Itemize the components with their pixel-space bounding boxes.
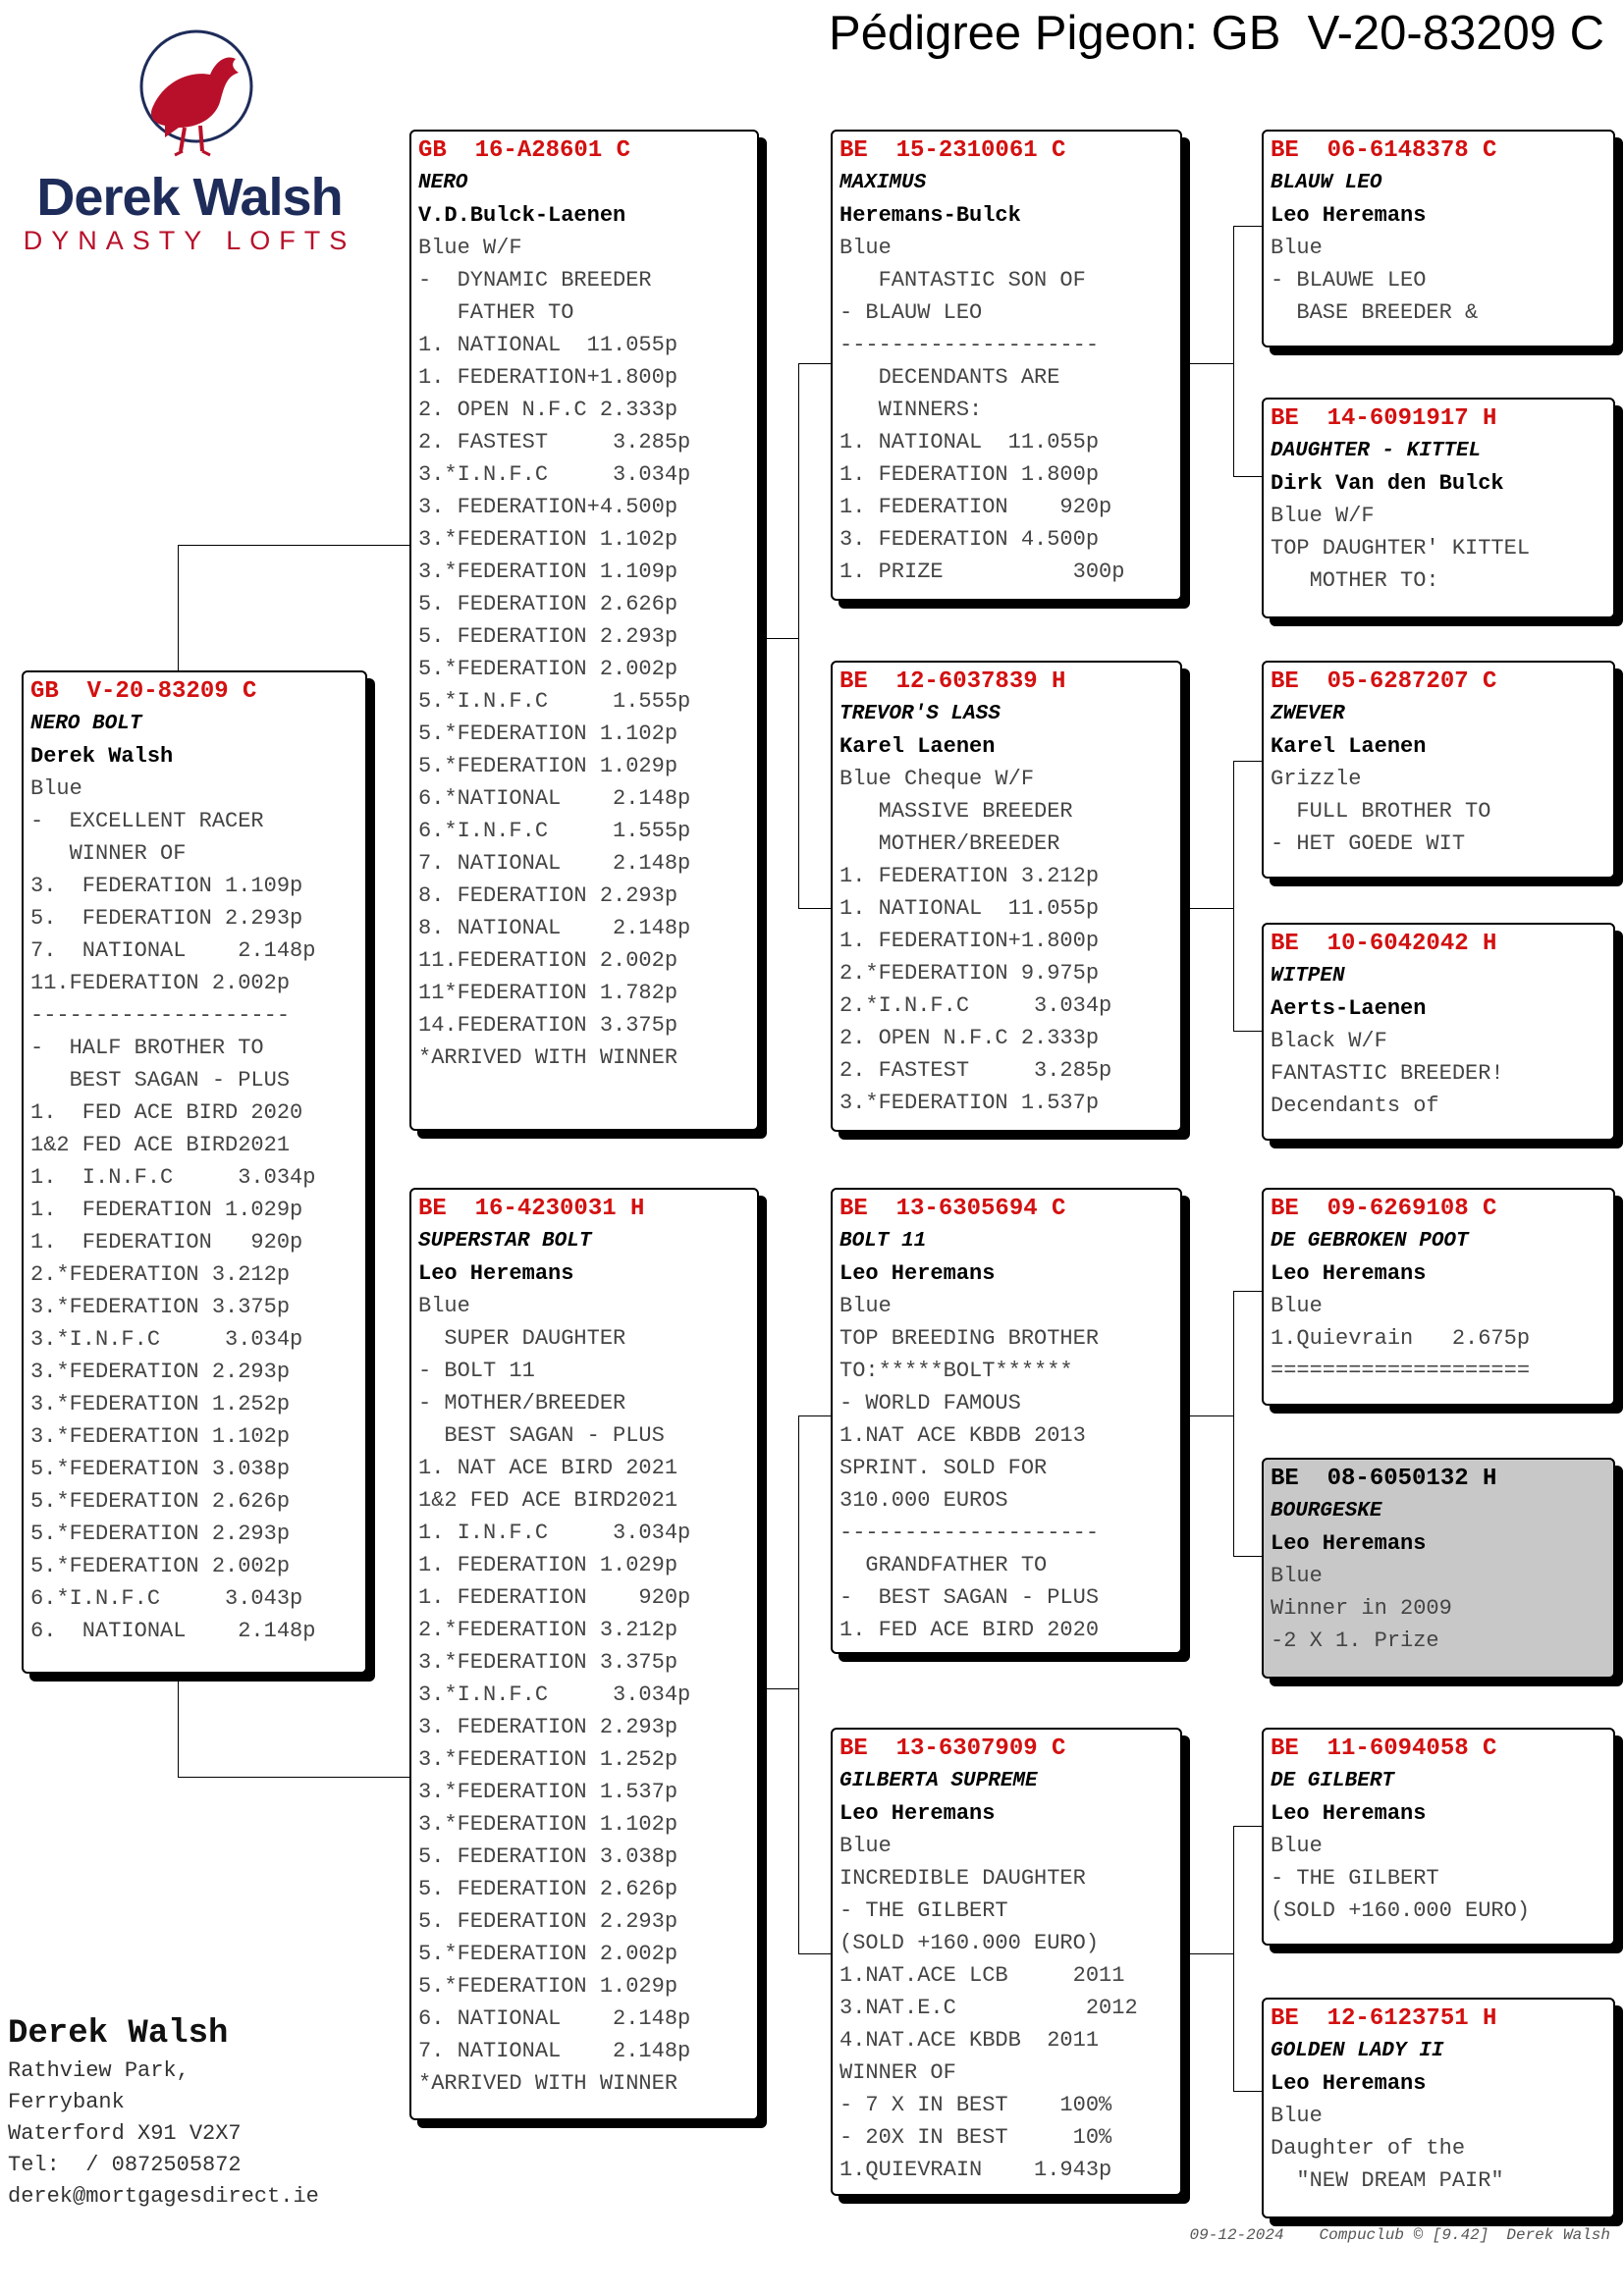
- info-line: Blue: [1271, 1564, 1323, 1588]
- info-line: Blue: [418, 1294, 470, 1318]
- info-line: Winner in 2009: [1271, 1596, 1452, 1621]
- contact-name: Derek Walsh: [8, 2015, 229, 2053]
- info-line: 2. FASTEST 3.285p: [418, 430, 691, 454]
- ring-number: GB 16-A28601 C: [418, 137, 631, 164]
- ring-number: BE 08-6050132 H: [1271, 1466, 1497, 1492]
- info-line: 5. FEDERATION 2.293p: [30, 906, 303, 931]
- info-line: 2.*FEDERATION 3.212p: [30, 1262, 291, 1287]
- info-line: 5. FEDERATION 2.626p: [418, 592, 678, 616]
- info-line: - BEST SAGAN - PLUS: [839, 1585, 1100, 1610]
- info-line: 2. OPEN N.F.C 2.333p: [839, 1026, 1100, 1050]
- pigeon-card-sire[interactable]: [409, 130, 759, 1131]
- info-line: FANTASTIC SON OF: [839, 268, 1086, 293]
- info-line: 3.*I.N.F.C 3.034p: [30, 1327, 303, 1352]
- info-line: ====================: [1271, 1359, 1531, 1383]
- info-line: -2 X 1. Prize: [1271, 1629, 1439, 1653]
- info-line: 1. FEDERATION 1.029p: [418, 1553, 678, 1577]
- contact-line: Waterford X91 V2X7: [8, 2121, 242, 2146]
- info-line: 5.*FEDERATION 1.102p: [418, 721, 678, 746]
- info-line: 4.NAT.ACE KBDB 2011: [839, 2028, 1100, 2053]
- info-line: - WORLD FAMOUS: [839, 1391, 1021, 1415]
- info-line: - MOTHER/BREEDER: [418, 1391, 626, 1415]
- info-line: 1. NATIONAL 11.055p: [418, 333, 678, 357]
- info-line: 2.*FEDERATION 9.975p: [839, 961, 1100, 986]
- info-line: 1. FEDERATION+1.800p: [839, 929, 1100, 953]
- info-line: 3.NAT.E.C 2012: [839, 1996, 1138, 2020]
- info-line: Black W/F: [1271, 1029, 1387, 1053]
- info-line: 5. FEDERATION 3.038p: [418, 1844, 678, 1869]
- info-line: 5. FEDERATION 2.293p: [418, 1909, 678, 1934]
- info-line: MOTHER TO:: [1271, 568, 1439, 593]
- pigeon-name: BOLT 11: [839, 1230, 927, 1253]
- info-line: 8. NATIONAL 2.148p: [418, 916, 691, 940]
- info-line: 3. FEDERATION 1.109p: [30, 874, 303, 898]
- breeder-name: Heremans-Bulck: [839, 203, 1021, 228]
- ring-number: BE 09-6269108 C: [1271, 1196, 1497, 1222]
- ring-number: BE 16-4230031 H: [418, 1196, 645, 1222]
- connector: [1233, 1031, 1262, 1032]
- pigeon-name: NERO BOLT: [30, 713, 142, 735]
- breeder-name: Leo Heremans: [1271, 1531, 1427, 1556]
- info-line: 1. FED ACE BIRD 2020: [30, 1100, 303, 1125]
- logo-subtitle: DYNASTY LOFTS: [23, 226, 356, 255]
- info-line: 2. FASTEST 3.285p: [839, 1058, 1112, 1083]
- info-line: Blue Cheque W/F: [839, 767, 1035, 791]
- connector: [1233, 761, 1262, 762]
- info-line: 6.*NATIONAL 2.148p: [418, 786, 691, 811]
- pigeon-card-subject[interactable]: [22, 670, 367, 1674]
- ring-number: BE 13-6307909 C: [839, 1735, 1066, 1762]
- info-line: - 20X IN BEST 10%: [839, 2125, 1112, 2150]
- logo: [18, 29, 361, 265]
- info-line: --------------------: [839, 333, 1100, 357]
- breeder-name: Leo Heremans: [1271, 1801, 1427, 1826]
- ring-number: BE 13-6305694 C: [839, 1196, 1066, 1222]
- info-line: 3.*FEDERATION 1.109p: [418, 560, 678, 584]
- info-line: GRANDFATHER TO: [839, 1553, 1048, 1577]
- info-line: 5.*FEDERATION 2.002p: [418, 657, 678, 681]
- ring-number: BE 12-6037839 H: [839, 668, 1066, 695]
- info-line: 3.*FEDERATION 1.252p: [418, 1747, 678, 1772]
- info-line: SUPER DAUGHTER: [418, 1326, 626, 1351]
- info-line: 1. FED ACE BIRD 2020: [839, 1618, 1100, 1642]
- info-line: 1. FEDERATION 3.212p: [839, 864, 1100, 888]
- info-line: MASSIVE BREEDER: [839, 799, 1073, 824]
- info-line: - 7 X IN BEST 100%: [839, 2093, 1112, 2117]
- info-line: Blue: [1271, 236, 1323, 260]
- ring-number: BE 05-6287207 C: [1271, 668, 1497, 695]
- info-line: (SOLD +160.000 EURO): [839, 1931, 1100, 1955]
- info-line: 3.*FEDERATION 1.537p: [839, 1091, 1100, 1115]
- pigeon-name: DAUGHTER - KITTEL: [1271, 440, 1482, 462]
- info-line: 5.*FEDERATION 1.029p: [418, 754, 678, 778]
- connector: [1182, 363, 1233, 364]
- connector: [1182, 1953, 1233, 1954]
- info-line: FANTASTIC BREEDER!: [1271, 1061, 1504, 1086]
- info-line: - HET GOEDE WIT: [1271, 831, 1466, 856]
- ring-number: BE 11-6094058 C: [1271, 1735, 1497, 1762]
- connector: [1233, 1556, 1262, 1557]
- info-line: 1. FEDERATION 920p: [30, 1230, 303, 1255]
- info-line: 7. NATIONAL 2.148p: [418, 2039, 691, 2063]
- info-line: 2.*FEDERATION 3.212p: [418, 1618, 678, 1642]
- pigeon-card-ggp3[interactable]: [1262, 661, 1615, 879]
- pigeon-name: DE GILBERT: [1271, 1770, 1395, 1792]
- pigeon-name: BOURGESKE: [1271, 1500, 1382, 1522]
- info-line: 3.*FEDERATION 1.252p: [30, 1392, 291, 1416]
- pigeon-name: ZWEVER: [1271, 703, 1345, 725]
- ring-number: GB V-20-83209 C: [30, 678, 257, 705]
- pigeon-name: SUPERSTAR BOLT: [418, 1230, 592, 1253]
- pigeon-name: BLAUW LEO: [1271, 172, 1382, 194]
- pigeon-card-dam-dam[interactable]: [831, 1728, 1182, 2196]
- info-line: 3.*FEDERATION 3.375p: [418, 1650, 678, 1675]
- info-line: Blue: [839, 236, 892, 260]
- info-line: 1. NATIONAL 11.055p: [839, 896, 1100, 921]
- info-line: 310.000 EUROS: [839, 1488, 1008, 1513]
- connector: [1233, 226, 1234, 476]
- info-line: 3. FEDERATION 2.293p: [418, 1715, 678, 1739]
- breeder-name: Leo Heremans: [1271, 2071, 1427, 2096]
- info-line: BEST SAGAN - PLUS: [30, 1068, 291, 1093]
- breeder-name: Leo Heremans: [839, 1801, 996, 1826]
- info-line: DECENDANTS ARE: [839, 365, 1060, 390]
- connector: [1233, 476, 1262, 477]
- breeder-name: Leo Heremans: [1271, 203, 1427, 228]
- info-line: BASE BREEDER &: [1271, 300, 1479, 325]
- info-line: 1. I.N.F.C 3.034p: [418, 1521, 691, 1545]
- info-line: 3.*FEDERATION 1.537p: [418, 1780, 678, 1804]
- info-line: 1. FEDERATION 1.800p: [839, 462, 1100, 487]
- pigeon-card-ggp8[interactable]: [1262, 1998, 1615, 2218]
- breeder-name: V.D.Bulck-Laenen: [418, 203, 626, 228]
- pigeon-icon: [18, 29, 361, 167]
- info-line: TOP BREEDING BROTHER: [839, 1326, 1100, 1351]
- info-line: WINNER OF: [30, 841, 187, 866]
- logo-name: Derek Walsh: [36, 168, 343, 227]
- connector: [1233, 1826, 1234, 2091]
- pigeon-name: WITPEN: [1271, 965, 1345, 988]
- connector: [178, 1674, 179, 1777]
- info-line: - DYNAMIC BREEDER: [418, 268, 652, 293]
- connector: [1182, 1415, 1233, 1416]
- info-line: SPRINT. SOLD FOR: [839, 1456, 1048, 1480]
- connector: [1233, 1291, 1234, 1556]
- info-line: Grizzle: [1271, 767, 1362, 791]
- connector: [1233, 1826, 1262, 1827]
- info-line: 5.*FEDERATION 3.038p: [30, 1457, 291, 1481]
- info-line: 5. FEDERATION 2.293p: [418, 624, 678, 649]
- info-line: 1. NATIONAL 11.055p: [839, 430, 1100, 454]
- ring-number: BE 06-6148378 C: [1271, 137, 1497, 164]
- footer: [1155, 2226, 1610, 2244]
- connector: [798, 908, 831, 909]
- contact-line: Rathview Park,: [8, 2058, 189, 2083]
- page-title: Pédigree Pigeon: GB V-20-83209 C: [829, 7, 1604, 60]
- info-line: Decendants of: [1271, 1094, 1439, 1118]
- info-line: - BLAUW LEO: [839, 300, 983, 325]
- info-line: BEST SAGAN - PLUS: [418, 1423, 665, 1448]
- pigeon-card-sire-sire[interactable]: [831, 130, 1182, 601]
- info-line: 5.*FEDERATION 1.029p: [418, 1974, 678, 1999]
- breeder-name: Karel Laenen: [1271, 734, 1427, 759]
- breeder-name: Leo Heremans: [1271, 1261, 1427, 1286]
- info-line: - BLAUWE LEO: [1271, 268, 1427, 293]
- info-line: - BOLT 11: [418, 1359, 535, 1383]
- info-line: 5.*FEDERATION 2.293p: [30, 1522, 291, 1546]
- pigeon-card-ggp2[interactable]: [1262, 398, 1615, 618]
- info-line: 3.*FEDERATION 2.293p: [30, 1360, 291, 1384]
- info-line: Blue: [1271, 1834, 1323, 1858]
- info-line: 3.*I.N.F.C 3.034p: [418, 462, 691, 487]
- info-line: 1.Quievrain 2.675p: [1271, 1326, 1531, 1351]
- info-line: Blue: [839, 1294, 892, 1318]
- ring-number: BE 14-6091917 H: [1271, 405, 1497, 432]
- breeder-name: Derek Walsh: [30, 744, 174, 769]
- connector: [1182, 908, 1233, 909]
- info-line: 1. FEDERATION 920p: [839, 495, 1112, 519]
- breeder-name: Aerts-Laenen: [1271, 996, 1427, 1021]
- pigeon-name: NERO: [418, 172, 468, 194]
- info-line: 2. OPEN N.F.C 2.333p: [418, 398, 678, 422]
- info-line: TO:*****BOLT******: [839, 1359, 1073, 1383]
- connector: [1233, 226, 1262, 227]
- footer-owner: Derek Walsh: [1506, 2226, 1610, 2244]
- info-line: 1. NAT ACE BIRD 2021: [418, 1456, 678, 1480]
- info-line: *ARRIVED WITH WINNER: [418, 1045, 678, 1070]
- info-line: - THE GILBERT: [839, 1898, 1008, 1923]
- info-line: 1.NAT ACE KBDB 2013: [839, 1423, 1086, 1448]
- breeder-name: Leo Heremans: [418, 1261, 574, 1286]
- info-line: TOP DAUGHTER' KITTEL: [1271, 536, 1531, 561]
- breeder-name: Dirk Van den Bulck: [1271, 471, 1504, 496]
- pigeon-card-ggp5[interactable]: [1262, 1188, 1615, 1406]
- connector: [798, 363, 799, 908]
- contact-block: [8, 2012, 319, 2213]
- info-line: "NEW DREAM PAIR": [1271, 2168, 1504, 2193]
- info-line: 3.*FEDERATION 1.102p: [30, 1424, 291, 1449]
- pigeon-card-dam-sire[interactable]: [831, 1188, 1182, 1654]
- connector: [178, 545, 409, 546]
- connector: [798, 1415, 831, 1416]
- info-line: 1. FEDERATION 1.029p: [30, 1198, 303, 1222]
- info-line: 3.*FEDERATION 1.102p: [418, 1812, 678, 1837]
- info-line: 6.*I.N.F.C 3.043p: [30, 1586, 303, 1611]
- connector: [759, 638, 798, 639]
- info-line: (SOLD +160.000 EURO): [1271, 1898, 1531, 1923]
- info-line: 5.*FEDERATION 2.626p: [30, 1489, 291, 1514]
- connector: [759, 1688, 798, 1689]
- connector: [1233, 761, 1234, 1031]
- info-line: 11.FEDERATION 2.002p: [418, 948, 678, 973]
- info-line: WINNERS:: [839, 398, 983, 422]
- pigeon-name: GILBERTA SUPREME: [839, 1770, 1038, 1792]
- footer-date: 09-12-2024: [1189, 2226, 1284, 2244]
- contact-line: Ferrybank: [8, 2090, 125, 2114]
- info-line: - HALF BROTHER TO: [30, 1036, 264, 1060]
- info-line: 11.FEDERATION 2.002p: [30, 971, 291, 995]
- connector: [798, 1415, 799, 1953]
- info-line: 14.FEDERATION 3.375p: [418, 1013, 678, 1038]
- info-line: 1. FEDERATION 920p: [418, 1585, 691, 1610]
- info-line: WINNER OF: [839, 2060, 956, 2085]
- info-line: INCREDIBLE DAUGHTER: [839, 1866, 1086, 1891]
- info-line: 3.*I.N.F.C 3.034p: [418, 1682, 691, 1707]
- ring-number: BE 12-6123751 H: [1271, 2005, 1497, 2032]
- info-line: 3. FEDERATION 4.500p: [839, 527, 1100, 552]
- pigeon-card-sire-dam[interactable]: [831, 661, 1182, 1132]
- info-line: 1. I.N.F.C 3.034p: [30, 1165, 316, 1190]
- info-line: Blue W/F: [1271, 504, 1375, 528]
- info-line: MOTHER/BREEDER: [839, 831, 1060, 856]
- pigeon-name: TREVOR'S LASS: [839, 703, 1001, 725]
- info-line: FULL BROTHER TO: [1271, 799, 1491, 824]
- info-line: 8. FEDERATION 2.293p: [418, 883, 678, 908]
- info-line: 3.*FEDERATION 3.375p: [30, 1295, 291, 1319]
- info-line: --------------------: [839, 1521, 1100, 1545]
- ring-number: BE 10-6042042 H: [1271, 931, 1497, 957]
- info-line: Blue: [30, 776, 82, 801]
- info-line: Blue: [1271, 1294, 1323, 1318]
- connector: [178, 545, 179, 670]
- info-line: 1&2 FED ACE BIRD2021: [30, 1133, 291, 1157]
- info-line: 1. FEDERATION+1.800p: [418, 365, 678, 390]
- breeder-name: Karel Laenen: [839, 734, 996, 759]
- connector: [178, 1777, 409, 1778]
- info-line: 3. FEDERATION+4.500p: [418, 495, 678, 519]
- info-line: Blue: [1271, 2104, 1323, 2128]
- info-line: 2.*I.N.F.C 3.034p: [839, 993, 1112, 1018]
- info-line: 7. NATIONAL 2.148p: [30, 938, 316, 963]
- connector: [798, 1953, 831, 1954]
- info-line: 6. NATIONAL 2.148p: [30, 1619, 316, 1643]
- contact-email[interactable]: derek@mortgagesdirect.ie: [8, 2184, 319, 2209]
- info-line: *ARRIVED WITH WINNER: [418, 2071, 678, 2096]
- info-line: 5.*I.N.F.C 1.555p: [418, 689, 691, 714]
- pigeon-name: GOLDEN LADY II: [1271, 2040, 1444, 2062]
- info-line: 7. NATIONAL 2.148p: [418, 851, 691, 876]
- connector: [1233, 1291, 1262, 1292]
- info-line: 5.*FEDERATION 2.002p: [30, 1554, 291, 1578]
- info-line: 5.*FEDERATION 2.002p: [418, 1942, 678, 1966]
- pigeon-card-ggp1[interactable]: [1262, 130, 1615, 347]
- contact-line: Tel: / 0872505872: [8, 2153, 242, 2177]
- pigeon-card-ggp6[interactable]: [1262, 1458, 1615, 1679]
- info-line: Blue W/F: [418, 236, 522, 260]
- info-line: Daughter of the: [1271, 2136, 1466, 2161]
- pigeon-card-ggp4[interactable]: [1262, 923, 1615, 1141]
- info-line: 11*FEDERATION 1.782p: [418, 981, 678, 1005]
- info-line: 1&2 FED ACE BIRD2021: [418, 1488, 678, 1513]
- pigeon-card-ggp7[interactable]: [1262, 1728, 1615, 1946]
- ring-number: BE 15-2310061 C: [839, 137, 1066, 164]
- info-line: - THE GILBERT: [1271, 1866, 1439, 1891]
- info-line: 1.QUIEVRAIN 1.943p: [839, 2158, 1112, 2182]
- info-line: 6.*I.N.F.C 1.555p: [418, 819, 691, 843]
- connector: [798, 363, 831, 364]
- info-line: 1. PRIZE 300p: [839, 560, 1125, 584]
- breeder-name: Leo Heremans: [839, 1261, 996, 1286]
- info-line: 5. FEDERATION 2.626p: [418, 1877, 678, 1901]
- pigeon-name: DE GEBROKEN POOT: [1271, 1230, 1469, 1253]
- pigeon-name: MAXIMUS: [839, 172, 927, 194]
- info-line: Blue: [839, 1834, 892, 1858]
- info-line: FATHER TO: [418, 300, 574, 325]
- pigeon-card-dam[interactable]: [409, 1188, 759, 2120]
- info-line: - EXCELLENT RACER: [30, 809, 264, 833]
- info-line: 6. NATIONAL 2.148p: [418, 2006, 691, 2031]
- info-line: 3.*FEDERATION 1.102p: [418, 527, 678, 552]
- connector: [1233, 2091, 1262, 2092]
- info-line: --------------------: [30, 1003, 291, 1028]
- info-line: 1.NAT.ACE LCB 2011: [839, 1963, 1125, 1988]
- footer-software: Compuclub © [9.42]: [1319, 2226, 1489, 2244]
